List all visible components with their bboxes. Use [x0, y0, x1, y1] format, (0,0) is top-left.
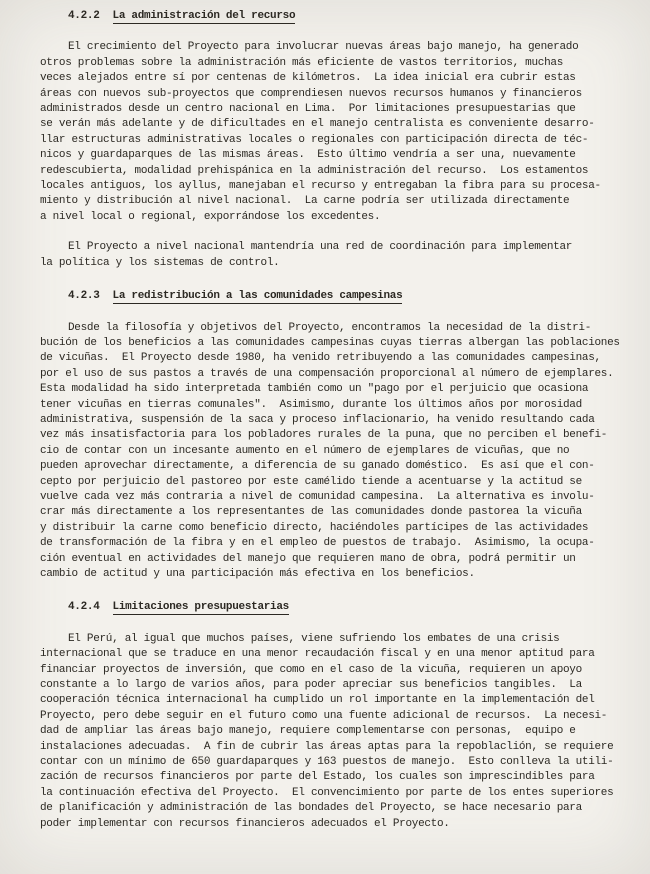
- text-line: la política y los sistemas de control.: [40, 256, 280, 269]
- text-line: zación de recursos financieros por parte del Estado, los cuales son imprescindibles para: [40, 771, 595, 784]
- text-line: administrativa, suspensión de la saca y proceso inflacionario, ha venido resultando cada: [40, 413, 595, 426]
- document-body: [40, 9, 630, 832]
- text-line: cio de contar con un incesante aumento en el número de ejemplares de vicuñas, que no: [40, 444, 570, 457]
- text-line: miento y distribución al nivel nacional. La carne podría ser utilizada directamente: [40, 195, 570, 208]
- text-line: crar más directamente a los representantes de las comunidades donde pastorea la vicuña: [40, 506, 582, 519]
- text-line: cepto por perjuicio del pastoreo por este camélido tiende a acentuarse y la actitud se: [40, 475, 582, 488]
- text-line: de vicuñas. El Proyecto desde 1980, ha venido retribuyendo a las comunidades campesinas,: [40, 352, 601, 365]
- section-heading: [68, 289, 630, 304]
- section-number: 4.2.4: [68, 601, 100, 614]
- paragraph: [40, 240, 630, 271]
- text-line: instalaciones adecuadas. A fin de cubrir las áreas aptas para la repoblaclión, se requiere: [40, 740, 614, 753]
- paragraph: [40, 40, 630, 225]
- text-line: a nivel local o regional, exporrándose los excedentes.: [40, 210, 381, 223]
- text-line: la continuación efectiva del Proyecto. El convencimiento por parte de los entes superiores: [40, 786, 614, 799]
- text-line: Esta modalidad ha sido interpretada también como un "pago por el perjuicio que ocasiona: [40, 383, 589, 396]
- text-line: administrados desde un centro nacional en Lima. Por limitaciones presupuestarias que: [40, 103, 576, 116]
- text-line: locales antiguos, los ayllus, manejaban el recurso y entregaban la fibra para su procesa-: [40, 180, 601, 193]
- text-line: de transformación de la fibra y en el empleo de puestos de trabajo. Asimismo, la ocupa-: [40, 537, 595, 550]
- text-line: tener vicuñas en tierras comunales". Asimismo, durante los últimos años por morosidad: [40, 398, 582, 411]
- text-line: llar estructuras administrativas locales o regionales con participación directa de téc-: [40, 133, 589, 146]
- text-line: redescubierta, modalidad prehispánica en la administración del recurso. Los estamentos: [40, 164, 589, 177]
- text-line: constante a lo largo de varios años, para poder apreciar sus beneficios tangibles. La: [40, 679, 582, 692]
- text-line: y distribuir la carne como beneficio directo, haciéndoles partícipes de las actividades: [40, 521, 589, 534]
- text-line: financiar proyectos de inversión, que como en el caso de la vicuña, requieren un apoyo: [40, 663, 582, 676]
- section-title: La administración del recurso: [112, 10, 296, 22]
- paragraph: [40, 321, 630, 583]
- section-number: 4.2.3: [68, 290, 100, 303]
- text-line: dad de ampliar las áreas bajo manejo, requiere complementarse con personas, equipo e: [40, 725, 576, 738]
- text-line: Proyecto, pero debe seguir en el futuro como una fuente adicional de recursos. La necesi-: [40, 709, 608, 722]
- section-number: 4.2.2: [68, 10, 100, 22]
- paragraph: [40, 632, 630, 832]
- text-line: por el uso de sus pastos a través de una compensación proporcional al número de ejemplares.: [40, 367, 614, 380]
- text-line: áreas con nuevos sub-proyectos que comprendiesen nuevos recursos humanos y financieros: [40, 87, 582, 100]
- section-heading: [68, 600, 630, 615]
- text-line: veces alejados entre sí por centenas de kilómetros. La idea inicial era cubrir estas: [40, 72, 576, 85]
- text-line: de planificación y administración de las bondades del Proyecto, se hace necesario para: [40, 802, 582, 815]
- text-line: cambio de actitud y una participación más efectiva en los beneficios.: [40, 568, 475, 580]
- section-title: Limitaciones presupuestarias: [112, 601, 289, 614]
- text-line: se verán más adelante y de dificultades en el manejo centralista es conveniente desarro-: [40, 118, 595, 131]
- text-line: nicos y guardaparques de las mismas áreas. Esto último vendría a ser una, nuevamente: [40, 149, 576, 162]
- text-line: vez más insatisfactoria para los pobladores rurales de la puna, que no perciben el benefi-: [40, 429, 608, 442]
- text-line: ción eventual en actividades del manejo que requieren mano de obra, podrá permitir un: [40, 552, 576, 565]
- text-line: cooperación técnica internacional ha cumplido un rol importante en la implementación del: [40, 694, 595, 707]
- text-line: Desde la filosofía y objetivos del Proyecto, encontramos la necesidad de la distri-: [68, 321, 591, 334]
- section-heading: [68, 9, 630, 24]
- text-line: internacional que se traduce en una menor recaudación fiscal y en una menor aptitud para: [40, 648, 595, 661]
- text-line: El Perú, al igual que muchos países, viene sufriendo los embates de una crisis: [68, 632, 560, 645]
- text-line: El Proyecto a nivel nacional mantendría una red de coordinación para implementar: [68, 241, 573, 254]
- section-title: La redistribución a las comunidades campesinas: [112, 290, 403, 303]
- text-line: bución de los beneficios a las comunidades campesinas cuyas tierras albergan las poblaciones: [40, 336, 620, 349]
- text-line: contar con un mínimo de 650 guardaparques y 163 puestos de manejo. Esto conlleva la utili-: [40, 756, 614, 769]
- text-line: pueden aprovechar directamente, a diferencia de su ganado doméstico. Es así que el con-: [40, 460, 595, 473]
- text-line: El crecimiento del Proyecto para involucrar nuevas áreas bajo manejo, ha generado: [68, 41, 579, 54]
- text-line: otros problemas sobre la administración más eficiente de vastos territorios, muchas: [40, 56, 563, 69]
- text-line: poder implementar con recursos financieros adecuados el Proyecto.: [40, 817, 450, 830]
- text-line: vuelve cada vez más contraria a nivel de comunidad campesina. La alternativa es involu-: [40, 490, 595, 503]
